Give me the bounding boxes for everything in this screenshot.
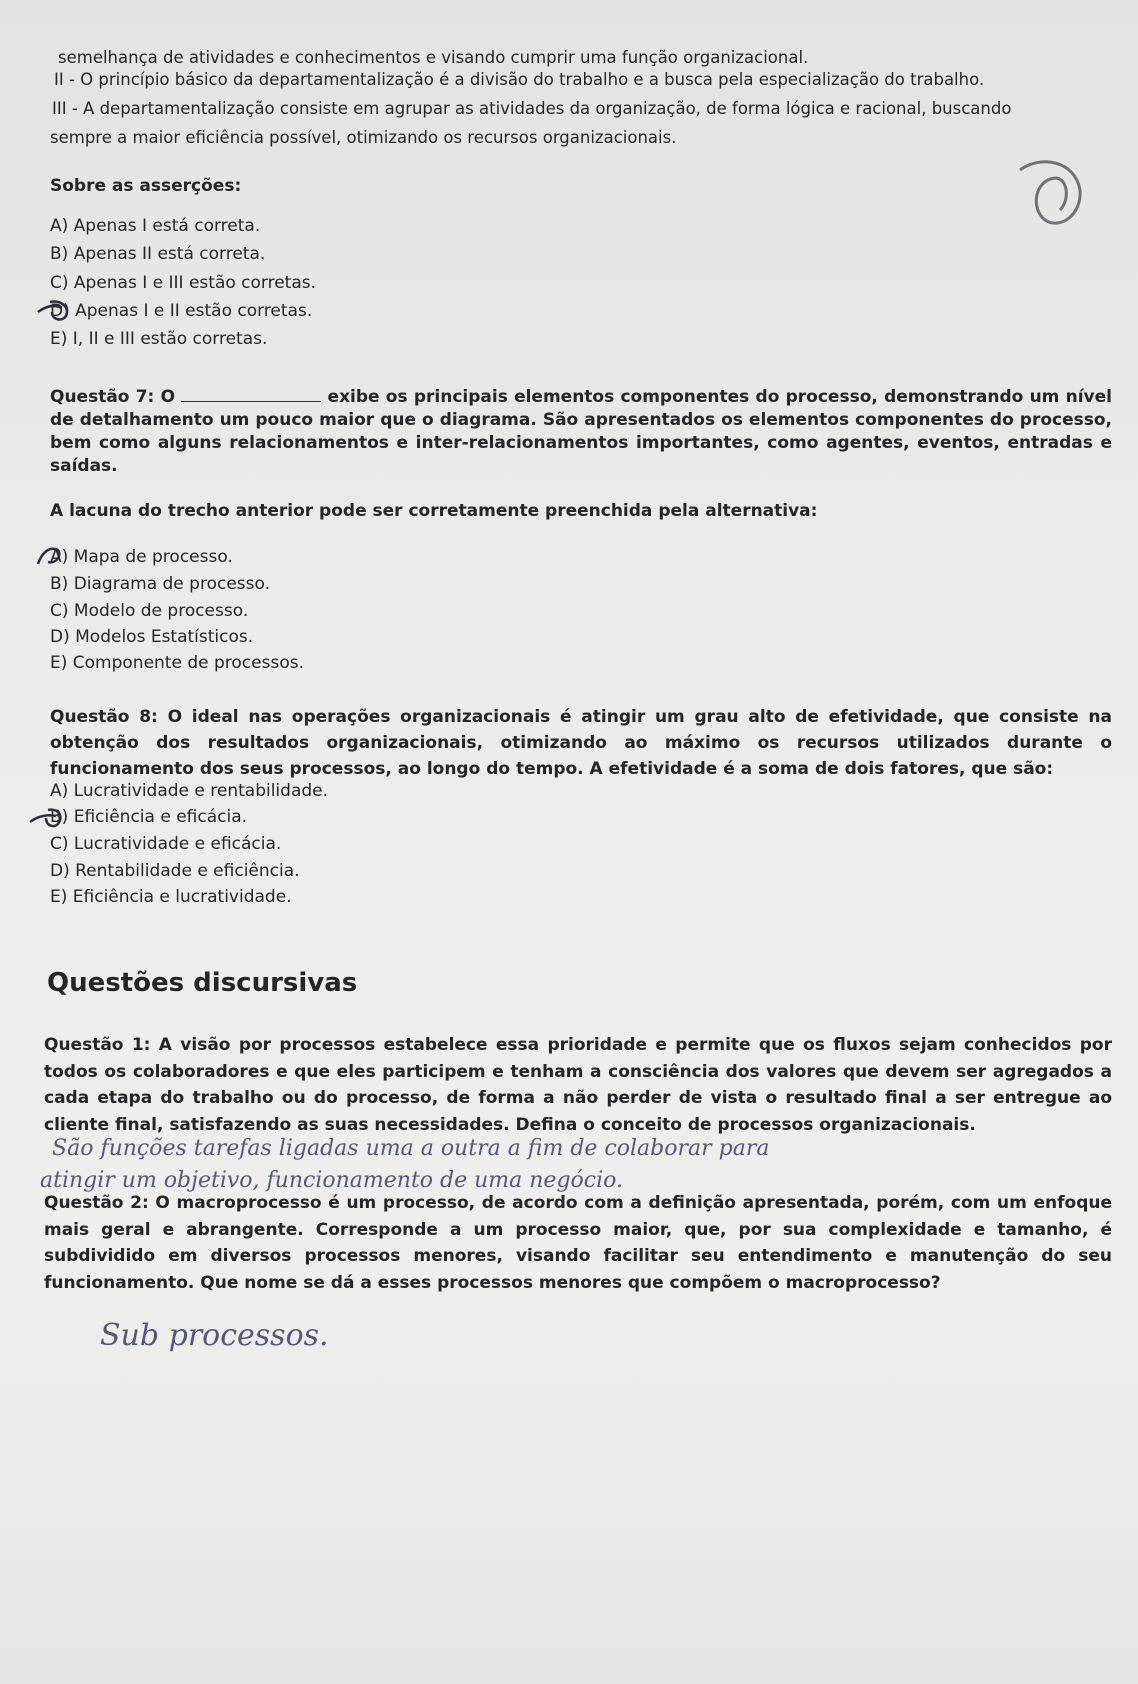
section-heading: Questões discursivas: [47, 968, 358, 998]
q8-option-d[interactable]: D) Rentabilidade e eficiência.: [50, 861, 300, 881]
discursive-question-1: Questão 1: A visão por processos estabelece essa prioridade e permite que os fluxos sejam conhecidos por todos os colaboradores e que eles participem e tenham a consciência dos valores que devem ser agregados a cada etapa do trabalho ou do processo, de forma a não perder de vista o resultado final a ser entregue ao cliente final, satisfazendo as suas necessidades. Defina o conceito de processos organizacionais.: [44, 1035, 1112, 1135]
q8-option-c[interactable]: C) Lucratividade e eficácia.: [50, 834, 282, 854]
handwritten-answer-2: Sub processos.: [100, 1318, 329, 1353]
prev-option-d[interactable]: D) Apenas I e II estão corretas.: [50, 301, 313, 321]
q7-option-e[interactable]: E) Componente de processos.: [50, 653, 304, 673]
handwritten-answer-1-line-2: atingir um objetivo, funcionamento de uma negócio.: [40, 1168, 623, 1193]
q8-option-e[interactable]: E) Eficiência e lucratividade.: [50, 887, 292, 907]
q7-option-d[interactable]: D) Modelos Estatísticos.: [50, 627, 254, 647]
q7-option-b[interactable]: B) Diagrama de processo.: [50, 574, 270, 594]
assertion-3-continuation: sempre a maior eficiência possível, otimizando os recursos organizacionais.: [50, 128, 677, 147]
handwritten-answer-1-line-1: São funções tarefas ligadas uma a outra a fim de colaborar para: [52, 1136, 770, 1161]
question-7-label: Questão 7: O: [50, 387, 176, 407]
fill-in-blank: [181, 387, 321, 402]
assertion-2: II - O princípio básico da departamentalização é a divisão do trabalho e a busca pela especialização do trabalho.: [54, 70, 985, 89]
assertions-prompt: Sobre as asserções:: [50, 176, 242, 196]
answer-mark-icon: [28, 806, 68, 830]
assertion-3: III - A departamentalização consiste em agrupar as atividades da organização, de forma lógica e racional, buscando: [52, 99, 1012, 118]
prev-option-b[interactable]: B) Apenas II está correta.: [50, 244, 266, 264]
q7-option-c[interactable]: C) Modelo de processo.: [50, 601, 249, 621]
question-7-prompt: A lacuna do trecho anterior pode ser corretamente preenchida pela alternativa:: [50, 501, 818, 521]
prev-option-c[interactable]: C) Apenas I e III estão corretas.: [50, 273, 317, 293]
q7-option-a[interactable]: A) Mapa de processo.: [50, 547, 233, 567]
prev-option-e[interactable]: E) I, II e III estão corretas.: [50, 329, 268, 349]
prev-option-a[interactable]: A) Apenas I está correta.: [50, 216, 261, 236]
question-7-text: exibe os principais elementos componentes do processo, demonstrando um nível de detalhamento um pouco maior que o diagrama. São apresentados os elementos componentes do processo, bem como alguns relacionamentos e inter-relacionamentos importantes, como agentes, eventos, entradas e saídas.: [50, 387, 1112, 476]
q8-option-b[interactable]: B) Eficiência e eficácia.: [50, 807, 248, 827]
answer-mark-icon: [36, 298, 76, 324]
answer-mark-icon: [34, 544, 64, 568]
pen-scribble-icon: [1010, 150, 1090, 240]
question-8: Questão 8: O ideal nas operações organizacionais é atingir um grau alto de efetividade, que consiste na obtenção dos resultados organizacionais, otimizando ao máximo os recursos utilizados durante o funcionamento dos seus processos, ao longo do tempo. A efetividade é a soma de dois fatores, que são:: [50, 707, 1112, 779]
assertion-continuation: semelhança de atividades e conhecimentos e visando cumprir uma função organizacional.: [58, 48, 809, 67]
q8-option-a[interactable]: A) Lucratividade e rentabilidade.: [50, 781, 329, 801]
question-7: [50, 386, 1112, 478]
discursive-question-2: Questão 2: O macroprocesso é um processo, de acordo com a definição apresentada, porém, com um enfoque mais geral e abrangente. Corresponde a um processo maior, que, por sua complexidade e tamanho, é subdividido em diversos processos menores, visando facilitar seu entendimento e manutenção do seu funcionamento. Que nome se dá a esses processos menores que compõem o macroprocesso?: [44, 1193, 1112, 1293]
